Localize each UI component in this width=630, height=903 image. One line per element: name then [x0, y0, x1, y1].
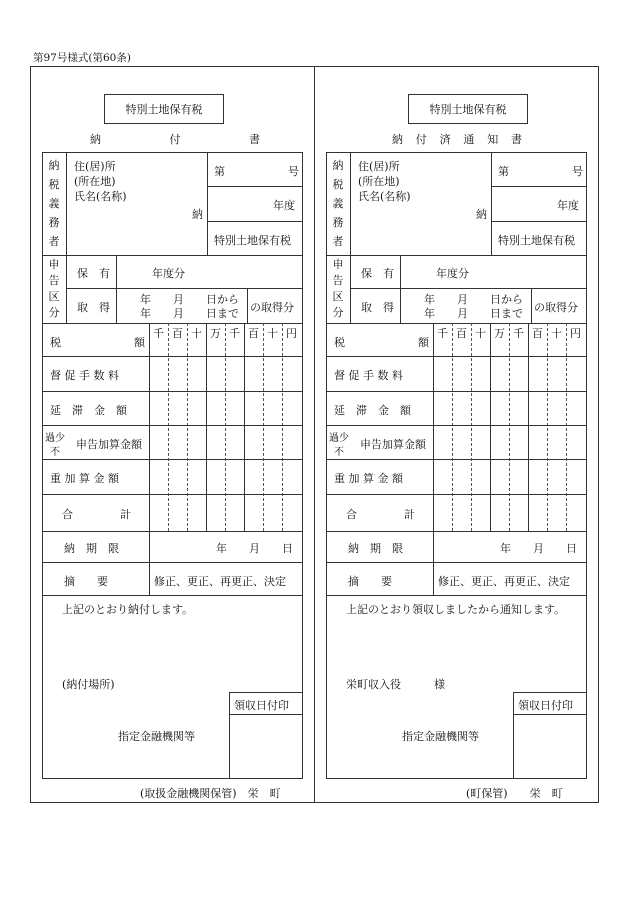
acquisition-date-to: 年 月 日まで [424, 307, 523, 320]
receipt-statement: 上記のとおり領収しましたから通知します。 [346, 603, 566, 616]
total-label-b: 計 [404, 508, 415, 521]
tax-amount-label-b: 額 [134, 336, 145, 349]
tax-title-box: 特別土地保有税 [408, 94, 528, 124]
holding-label: 保 有 [77, 267, 110, 280]
payment-slip-panel: 特別土地保有税 納 付 書 納 税 義 務 者 住(居)所 (所在地) 氏名(名称) 納 第 号 年度 特別土地保有税 申 告 区 分 保 有 年度分 取 得 年 月 日から 年 月 日まで の取得分 千 百 十 万 千 百 十 円 税 額 督 促 手 数 料 延 滞 金 額 過少 不 申告加算金額 重 加 算 金 額 合 計 納 期 限 年 月 日 摘 要 修正、更正、再更正、決定 上記のとおり納付します。 (納付場所) 領収日付印 指定金融機関等 (取扱金融機関保管) 栄 町 [30, 66, 314, 803]
summary-value: 修正、更正、再更正、決定 [438, 575, 570, 588]
number-suffix: 号 [288, 165, 299, 178]
number-prefix: 第 [214, 165, 225, 178]
taxpayer-side-label: 納 税 義 務 者 [48, 159, 60, 248]
acquisition-date-from: 年 月 日から [140, 293, 239, 306]
designated-bank-label: 指定金融機関等 [118, 730, 195, 743]
tax-title-box: 特別土地保有税 [104, 94, 224, 124]
address-line-2: (所在地) [74, 175, 116, 188]
tax-name-cell: 特別土地保有税 [214, 234, 291, 247]
receipt-stamp-label: 領収日付印 [518, 699, 573, 712]
receipt-notice-panel: 特別土地保有税 納 付 済 通 知 書 納 税 義 務 者 住(居)所 (所在地) 氏名(名称) 納 第 号 年度 特別土地保有税 申 告 区 分 保 有 年度分 取 得 年 月 日から 年 月 日まで の取得分 千 百 十 万 千 百 十 円 税 額 督 促 手 数 料 延 滞 金 額 過少 不 申告加算金額 重 加 算 金 額 合 計 納 期 限 年 月 日 摘 要 修正、更正、再更正、決定 上記のとおり領収しましたから通知します。 栄町収入役 様 領収日付印 指定金融機関等 (町保管) 栄 町 [314, 66, 598, 803]
number-prefix: 第 [498, 165, 509, 178]
tax-name-cell: 特別土地保有税 [498, 234, 575, 247]
address-line-2: (所在地) [358, 175, 400, 188]
late-fee-label: 延 滞 金 額 [334, 404, 411, 417]
taxpayer-side-label: 納 税 義 務 者 [332, 159, 344, 248]
slip-footer: (取扱金融機関保管) 栄 町 [140, 787, 281, 800]
demand-fee-label: 督 促 手 数 料 [334, 369, 403, 382]
tax-amount-label-a: 税 [334, 336, 345, 349]
holding-year-text: 年度分 [152, 267, 185, 280]
due-date-label: 納 期 限 [348, 542, 403, 555]
acquisition-date-from: 年 月 日から [424, 293, 523, 306]
holding-label: 保 有 [361, 267, 394, 280]
notice-footer: (町保管) 栄 町 [466, 787, 563, 800]
acquisition-label: 取 得 [361, 301, 394, 314]
additional-tax-label: 申告加算金額 [76, 438, 142, 451]
acquisition-suffix: の取得分 [250, 301, 294, 314]
acquisition-suffix: の取得分 [534, 301, 578, 314]
nou-mark: 納 [476, 208, 487, 221]
due-date-value: 年 月 日 [500, 542, 577, 555]
fiscal-year-label: 年度 [273, 199, 295, 212]
number-suffix: 号 [572, 165, 583, 178]
receipt-stamp-label: 領収日付印 [234, 699, 289, 712]
address-line-1: 住(居)所 [358, 160, 400, 173]
treasurer-addressee: 栄町収入役 様 [346, 678, 445, 691]
total-label-a: 合 [346, 508, 357, 521]
slip-subtitle: 納 付 書 [90, 133, 260, 146]
form-number-label: 第97号様式(第60条) [33, 52, 131, 64]
tax-amount-label-a: 税 [50, 336, 61, 349]
due-date-label: 納 期 限 [64, 542, 119, 555]
total-label-b: 計 [120, 508, 131, 521]
name-line: 氏名(名称) [358, 190, 411, 203]
summary-label: 摘 要 [348, 575, 392, 588]
late-fee-label: 延 滞 金 額 [50, 404, 127, 417]
due-date-value: 年 月 日 [216, 542, 293, 555]
under-declaration-a: 過少 [45, 433, 65, 444]
payment-statement: 上記のとおり納付します。 [62, 603, 194, 616]
payment-place-label: (納付場所) [62, 678, 115, 691]
fiscal-year-label: 年度 [557, 199, 579, 212]
notice-subtitle: 納 付 済 通 知 書 [392, 133, 522, 146]
under-declaration-b: 不 [50, 447, 60, 458]
under-declaration-b: 不 [334, 447, 344, 458]
additional-tax-label: 申告加算金額 [360, 438, 426, 451]
summary-value: 修正、更正、再更正、決定 [154, 575, 286, 588]
demand-fee-label: 督 促 手 数 料 [50, 369, 119, 382]
heavy-additional-tax-label: 重 加 算 金 額 [50, 472, 119, 485]
acquisition-label: 取 得 [77, 301, 110, 314]
under-declaration-a: 過少 [329, 433, 349, 444]
acquisition-date-to: 年 月 日まで [140, 307, 239, 320]
holding-year-text: 年度分 [436, 267, 469, 280]
declaration-side-label: 申 告 区 分 [332, 258, 344, 319]
summary-label: 摘 要 [64, 575, 108, 588]
designated-bank-label: 指定金融機関等 [402, 730, 479, 743]
heavy-additional-tax-label: 重 加 算 金 額 [334, 472, 403, 485]
tax-amount-label-b: 額 [418, 336, 429, 349]
name-line: 氏名(名称) [74, 190, 127, 203]
total-label-a: 合 [62, 508, 73, 521]
nou-mark: 納 [192, 208, 203, 221]
declaration-side-label: 申 告 区 分 [48, 258, 60, 319]
address-line-1: 住(居)所 [74, 160, 116, 173]
